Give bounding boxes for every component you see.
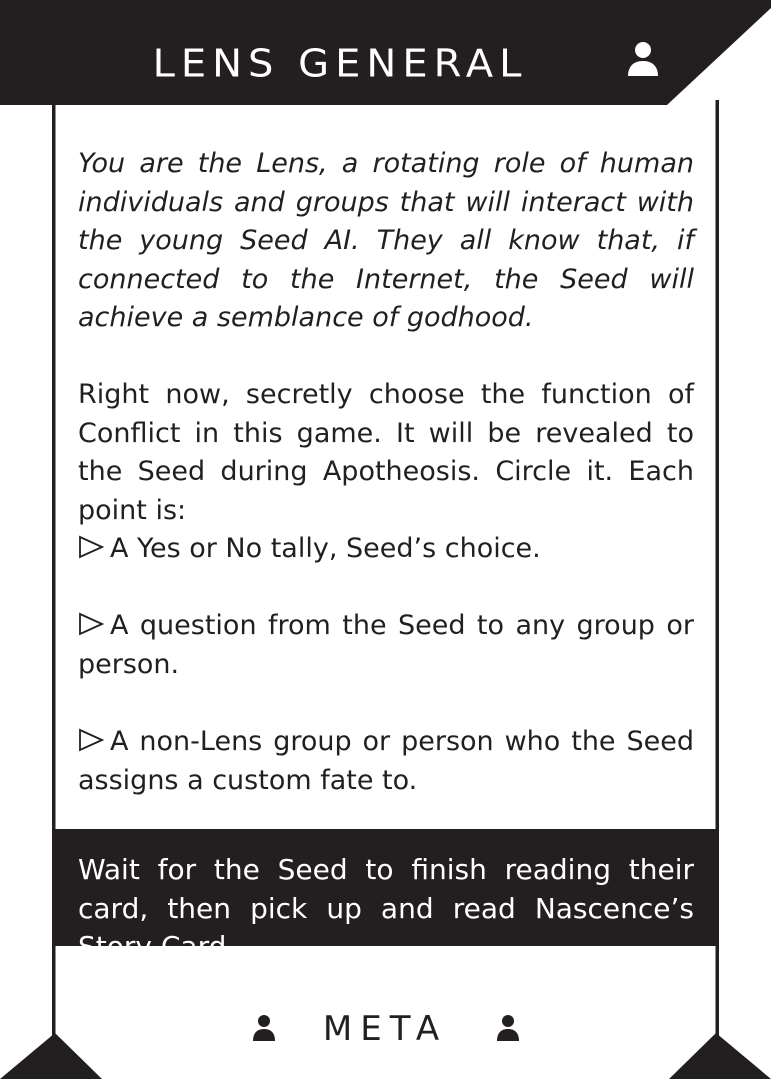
option-item — [78, 607, 694, 684]
triangle-pointer-icon — [78, 728, 104, 752]
option-text: A non-Lens group or person who the Seed assigns a custom fate to. — [78, 726, 694, 796]
bottom-right-corner — [669, 1033, 771, 1079]
option-item — [78, 723, 694, 800]
person-icon — [495, 1014, 521, 1042]
card-title: LENS GENERAL — [152, 42, 528, 86]
option-item — [78, 530, 694, 569]
intro-text: You are the Lens, a rotating role of human individuals and groups that will interact with the young Seed AI. They all know that, if connected to the Internet, the Seed will achieve a semblance of godhood. — [78, 148, 694, 333]
footer-label: META — [322, 1009, 448, 1049]
person-icon — [251, 1014, 277, 1042]
option-text: A question from the Seed to any group or person. — [78, 610, 694, 680]
instruction-text: Right now, secretly choose the function of Conflict in this game. It will be revealed to the Seed during Apotheosis. Circle it. Each point is: — [78, 379, 694, 526]
triangle-pointer-icon — [78, 612, 104, 636]
instruction-banner — [55, 829, 717, 963]
bottom-left-corner — [0, 1033, 102, 1079]
banner-text: Wait for the Seed to finish reading their card, then pick up and read Nascence’s Story Card. — [78, 853, 694, 963]
triangle-pointer-icon — [78, 535, 104, 559]
person-icon — [624, 40, 662, 78]
option-text: A Yes or No tally, Seed’s choice. — [110, 533, 541, 564]
